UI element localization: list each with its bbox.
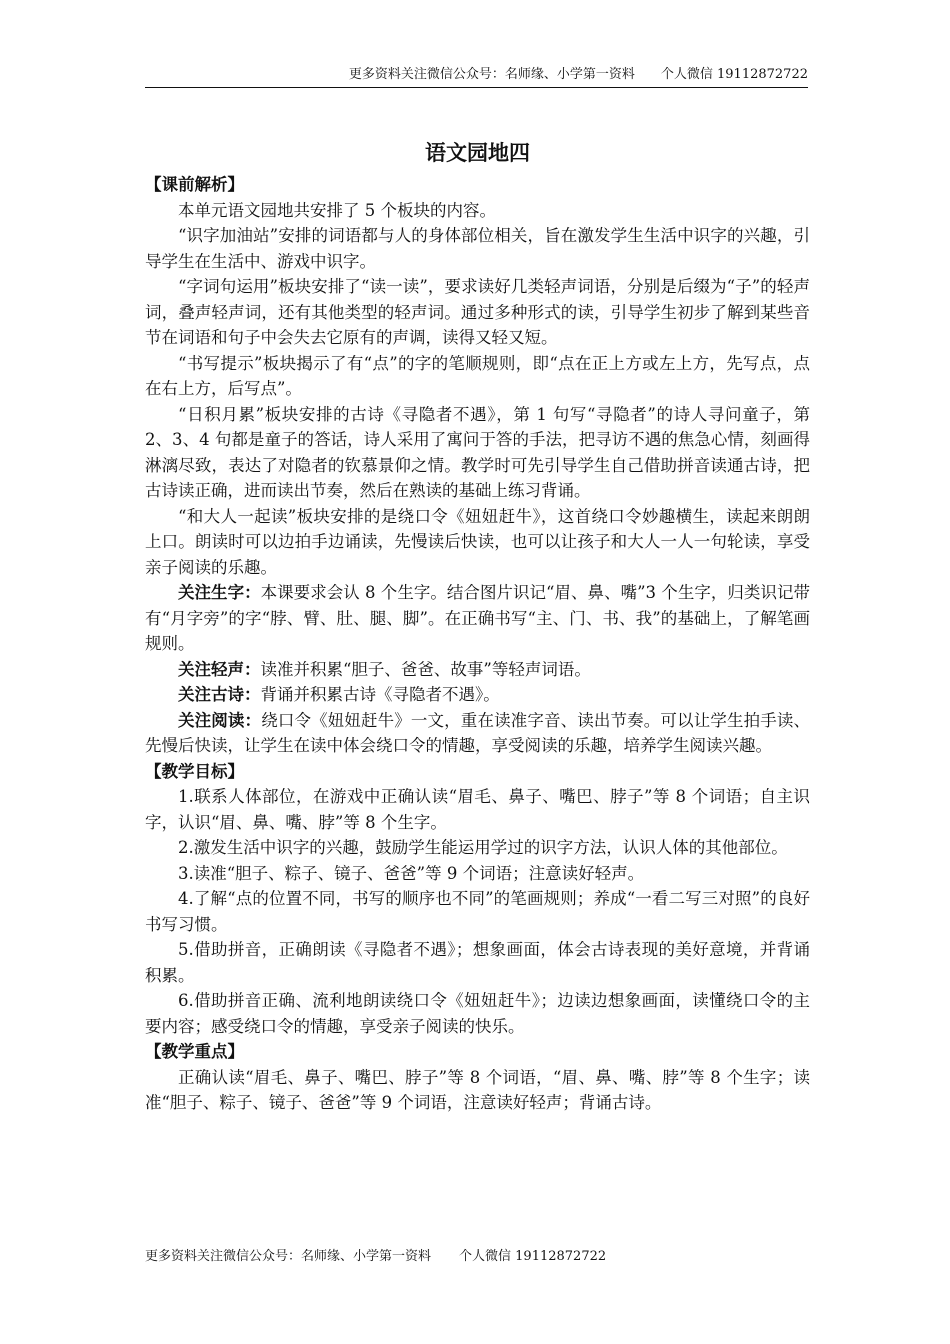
focus-text: 本课要求会认 8 个生字。结合图片识记“眉、鼻、嘴”3 个生字，归类识记带有“月字旁”的字“脖、臂、肚、腿、脚”。在正确书写“主、门、书、我”的基础上，了解笔画规则。 (145, 583, 810, 653)
header-public-account: 更多资料关注微信公众号：名师缘、小学第一资料 (348, 67, 635, 82)
focus-label: 关注轻声： (178, 659, 261, 679)
focus-item (145, 657, 810, 683)
goal-item: 6.借助拼音正确、流利地朗读绕口令《妞妞赶牛》；边读边想象画面，读懂绕口令的主要内容；感受绕口令的情趣，享受亲子阅读的快乐。 (145, 991, 810, 1036)
focus-item (145, 580, 810, 657)
section-heading-key-points: 【教学重点】 (145, 1042, 244, 1061)
analysis-paragraph: “字词句运用”板块安排了“读一读”，要求读好几类轻声词语，分别是后缀为“子”的轻声词，叠声轻声词，还有其他类型的轻声词。通过多种形式的读，引导学生初步了解到某些音节在词语和句子中会失去它原有的声调，读得又轻又短。 (145, 277, 810, 347)
footer-public-account: 更多资料关注微信公众号：名师缘、小学第一资料 (145, 1249, 432, 1264)
focus-text: 读准并积累“胆子、爸爸、故事”等轻声词语。 (260, 659, 591, 679)
page-header (145, 66, 808, 84)
analysis-paragraph: “和大人一起读”板块安排的是绕口令《妞妞赶牛》，这首绕口令妙趣横生，读起来朗朗上口。朗读时可以边拍手边诵读，先慢读后快读，也可以让孩子和大人一人一句轮读，享受亲子阅读的乐趣。 (145, 506, 810, 577)
goal-item: 4.了解“点的位置不同，书写的顺序也不同”的笔画规则；养成“一看二写三对照”的良好书写习惯。 (145, 889, 810, 934)
focus-label: 关注生字： (178, 583, 261, 602)
page-title: 语文园地四 (425, 140, 530, 165)
goal-item: 5.借助拼音，正确朗读《寻隐者不遇》；想象画面，体会古诗表现的美好意境，并背诵积累。 (145, 940, 810, 985)
focus-item (145, 708, 810, 759)
page-footer (145, 1248, 606, 1266)
analysis-paragraph: “识字加油站”安排的词语都与人的身体部位相关，旨在激发学生生活中识字的兴趣，引导学生在生活中、游戏中识字。 (145, 226, 810, 271)
footer-personal-wechat: 个人微信 19112872722 (459, 1249, 607, 1264)
key-points-text: 正确认读“眉毛、鼻子、嘴巴、脖子”等 8 个词语，“眉、鼻、嘴、脖”等 8 个生字；读准“胆子、粽子、镜子、爸爸”等 9 个词语，注意读好轻声；背诵古诗。 (145, 1067, 810, 1112)
focus-text: 绕口令《妞妞赶牛》一文，重在读准字音、读出节奏。可以让学生拍手读、先慢后快读，让学生在读中体会绕口令的情趣，享受阅读的乐趣，培养学生阅读兴趣。 (145, 710, 811, 755)
analysis-paragraph: 本单元语文园地共安排了 5 个板块的内容。 (178, 200, 496, 220)
goal-item: 1.联系人体部位，在游戏中正确认读“眉毛、鼻子、嘴巴、脖子”等 8 个词语；自主识字，认识“眉、鼻、嘴、脖”等 8 个生字。 (145, 787, 810, 832)
focus-text: 背诵并积累古诗《寻隐者不遇》。 (260, 685, 500, 704)
focus-label: 关注阅读： (178, 710, 262, 730)
section-heading-analysis: 【课前解析】 (145, 175, 244, 194)
focus-item (145, 682, 810, 708)
analysis-paragraph: “书写提示”板块揭示了有“点”的字的笔顺规则，即“点在正上方或左上方，先写点，点在右上方，后写点”。 (145, 353, 810, 398)
analysis-paragraph: “日积月累”板块安排的古诗《寻隐者不遇》，第 1 句写“寻隐者”的诗人寻问童子，第 2、3、4 句都是童子的答话，诗人采用了寓问于答的手法，把寻访不遇的焦急心情，刻画得淋漓尽致，表达了对隐者的钦慕景仰之情。教学时可先引导学生自己借助拼音读通古诗，把古诗读正确，进而读出节奏，然后在熟读的基础上练习背诵。 (145, 404, 810, 500)
header-personal-wechat: 个人微信 19112872722 (660, 67, 808, 82)
goal-item: 2.激发生活中识字的兴趣，鼓励学生能运用学过的识字方法，认识人体的其他部位。 (178, 838, 788, 857)
section-heading-goals: 【教学目标】 (145, 761, 244, 781)
focus-label: 关注古诗： (178, 685, 261, 704)
goal-item: 3.读准“胆子、粽子、镜子、爸爸”等 9 个词语；注意读好轻声。 (178, 863, 645, 883)
document-body (145, 134, 810, 1116)
header-divider (145, 87, 808, 88)
